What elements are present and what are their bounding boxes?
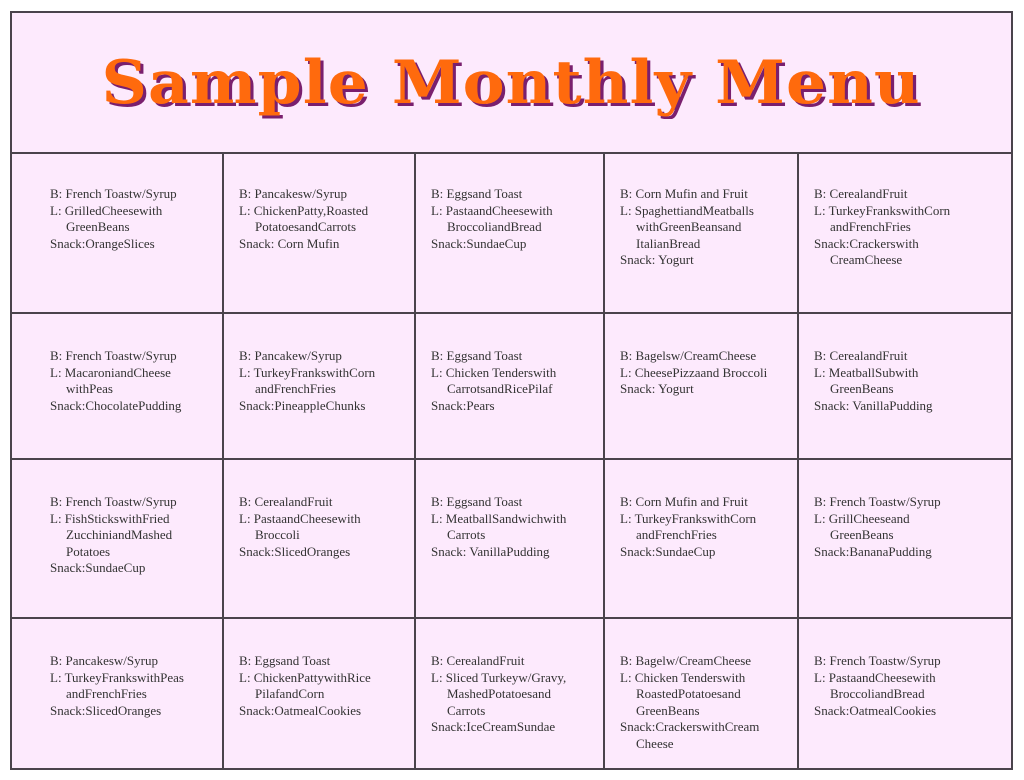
menu-line: Snack:SundaeCup xyxy=(620,543,716,559)
menu-line: Cheese xyxy=(636,735,674,751)
menu-line: Snack:SlicedOranges xyxy=(50,702,162,718)
menu-day-cell xyxy=(605,314,799,460)
menu-line: andFrenchFries xyxy=(255,381,336,396)
menu-day-cell xyxy=(416,460,605,619)
menu-header xyxy=(12,13,1011,154)
menu-line: Snack:IceCreamSundae xyxy=(431,719,556,734)
menu-line: MashedPotatoesand xyxy=(447,686,551,701)
menu-day-cell xyxy=(605,619,799,768)
menu-line: Snack:SlicedOranges xyxy=(239,543,351,559)
menu-line: GreenBeans xyxy=(830,381,894,396)
menu-line: B: French Toastw/Syrup xyxy=(50,348,177,363)
menu-line: L: Chicken Tenderswith xyxy=(431,364,557,380)
menu-line: GreenBeans xyxy=(636,702,700,718)
menu-line: L: ChickenPatty,Roasted xyxy=(239,202,369,218)
menu-line: B: French Toastw/Syrup xyxy=(50,494,177,509)
menu-line: Snack:OatmealCookies xyxy=(239,702,362,718)
menu-title: Sample Monthly Menu xyxy=(101,47,922,118)
menu-line: withPeas xyxy=(66,381,113,396)
menu-line: Snack:Crackerswith xyxy=(814,235,919,251)
menu-line: Snack:CrackerswithCream xyxy=(620,719,760,734)
menu-line: B: Pancakesw/Syrup xyxy=(239,186,347,201)
menu-line: GreenBeans xyxy=(66,219,130,234)
menu-line: Snack:ChocolatePudding xyxy=(50,397,182,413)
menu-line: B: French Toastw/Syrup xyxy=(814,653,941,668)
menu-line: B: Bagelsw/CreamCheese xyxy=(620,348,757,363)
menu-line: B: French Toastw/Syrup xyxy=(814,494,941,509)
menu-line: Snack: Yogurt xyxy=(620,252,694,267)
menu-day-cell xyxy=(605,460,799,619)
menu-line: Snack:SundaeCup xyxy=(50,560,146,575)
menu-day-cell xyxy=(12,152,224,314)
menu-line: PotatoesandCarrots xyxy=(255,219,357,234)
menu-line: CreamCheese xyxy=(830,252,903,267)
menu-line: B: CerealandFruit xyxy=(239,494,333,509)
menu-line: B: Corn Mufin and Fruit xyxy=(620,186,748,201)
menu-day-cell xyxy=(416,619,605,768)
menu-line: L: TurkeyFrankswithPeas xyxy=(50,669,184,685)
menu-line: RoastedPotatoesand xyxy=(636,686,741,701)
menu-line: ItalianBread xyxy=(636,235,701,251)
menu-line: Snack:BananaPudding xyxy=(814,543,932,559)
menu-line: B: Eggsand Toast xyxy=(431,186,523,201)
menu-line: Snack:PineappleChunks xyxy=(239,397,366,413)
menu-day-cell xyxy=(224,314,416,460)
menu-line: andFrenchFries xyxy=(830,219,911,234)
menu-line: L: SpaghettiandMeatballs xyxy=(620,202,754,218)
menu-line: L: ChickenPattywithRice xyxy=(239,669,371,685)
menu-line: B: CerealandFruit xyxy=(814,348,908,363)
menu-sheet xyxy=(10,11,1013,770)
menu-line: CarrotsandRicePilaf xyxy=(447,381,553,396)
menu-day-cell xyxy=(416,314,605,460)
menu-day-cell xyxy=(799,314,1011,460)
menu-line: PilafandCorn xyxy=(255,686,325,701)
menu-day-cell xyxy=(799,460,1011,619)
menu-day-cell xyxy=(416,152,605,314)
menu-line: B: CerealandFruit xyxy=(431,653,525,668)
menu-day-cell xyxy=(799,152,1011,314)
menu-line: Carrots xyxy=(447,527,486,542)
menu-line: Snack: Corn Mufin xyxy=(239,235,340,251)
menu-line: L: GrilledCheesewith xyxy=(50,202,163,218)
menu-line: L: Chicken Tenderswith xyxy=(620,669,746,685)
menu-line: L: MeatballSubwith xyxy=(814,364,919,380)
menu-line: B: Eggsand Toast xyxy=(239,653,331,668)
menu-line: L: GrillCheeseand xyxy=(814,510,910,526)
menu-line: Snack: VanillaPudding xyxy=(814,397,933,413)
menu-line: andFrenchFries xyxy=(66,686,147,701)
menu-grid xyxy=(12,152,1011,768)
menu-line: Broccoli xyxy=(255,527,300,542)
menu-line: Snack:SundaeCup xyxy=(431,235,527,251)
menu-line: L: PastaandCheesewith xyxy=(814,669,936,685)
menu-line: B: Corn Mufin and Fruit xyxy=(620,494,748,509)
menu-day-cell xyxy=(12,619,224,768)
menu-line: L: FishStickswithFried xyxy=(50,510,170,526)
menu-line: Snack:Pears xyxy=(431,397,495,413)
menu-line: andFrenchFries xyxy=(636,527,717,542)
menu-line: BroccoliandBread xyxy=(830,686,925,701)
menu-line: B: French Toastw/Syrup xyxy=(50,186,177,201)
menu-line: B: Eggsand Toast xyxy=(431,494,523,509)
menu-day-cell xyxy=(224,460,416,619)
menu-line: B: Pancakesw/Syrup xyxy=(50,653,158,668)
menu-day-cell xyxy=(799,619,1011,768)
menu-line: B: Pancakew/Syrup xyxy=(239,348,342,363)
menu-line: L: Sliced Turkeyw/Gravy, xyxy=(431,669,567,685)
menu-line: B: Bagelw/CreamCheese xyxy=(620,653,752,668)
menu-line: BroccoliandBread xyxy=(447,219,542,234)
menu-line: withGreenBeansand xyxy=(636,219,742,234)
menu-line: L: MacaroniandCheese xyxy=(50,364,171,380)
menu-day-cell xyxy=(12,314,224,460)
menu-line: Snack: Yogurt xyxy=(620,381,694,396)
menu-day-cell xyxy=(224,619,416,768)
menu-line: B: Eggsand Toast xyxy=(431,348,523,363)
menu-line: L: TurkeyFrankswithCorn xyxy=(620,510,757,526)
menu-line: L: TurkeyFrankswithCorn xyxy=(239,364,376,380)
menu-line: Snack: VanillaPudding xyxy=(431,543,550,559)
menu-line: L: CheesePizzaand Broccoli xyxy=(620,364,768,380)
menu-day-cell xyxy=(12,460,224,619)
menu-line: L: TurkeyFrankswithCorn xyxy=(814,202,951,218)
menu-line: Carrots xyxy=(447,702,486,718)
menu-line: Snack:OrangeSlices xyxy=(50,235,155,251)
menu-day-cell xyxy=(605,152,799,314)
menu-line: Snack:OatmealCookies xyxy=(814,702,937,718)
menu-line: ZucchiniandMashed xyxy=(66,527,173,542)
menu-line: L: MeatballSandwichwith xyxy=(431,510,567,526)
menu-line: L: PastaandCheesewith xyxy=(239,510,361,526)
menu-line: L: PastaandCheesewith xyxy=(431,202,553,218)
menu-line: GreenBeans xyxy=(830,527,894,542)
menu-line: Potatoes xyxy=(66,543,111,559)
menu-line: B: CerealandFruit xyxy=(814,186,908,201)
menu-day-cell xyxy=(224,152,416,314)
